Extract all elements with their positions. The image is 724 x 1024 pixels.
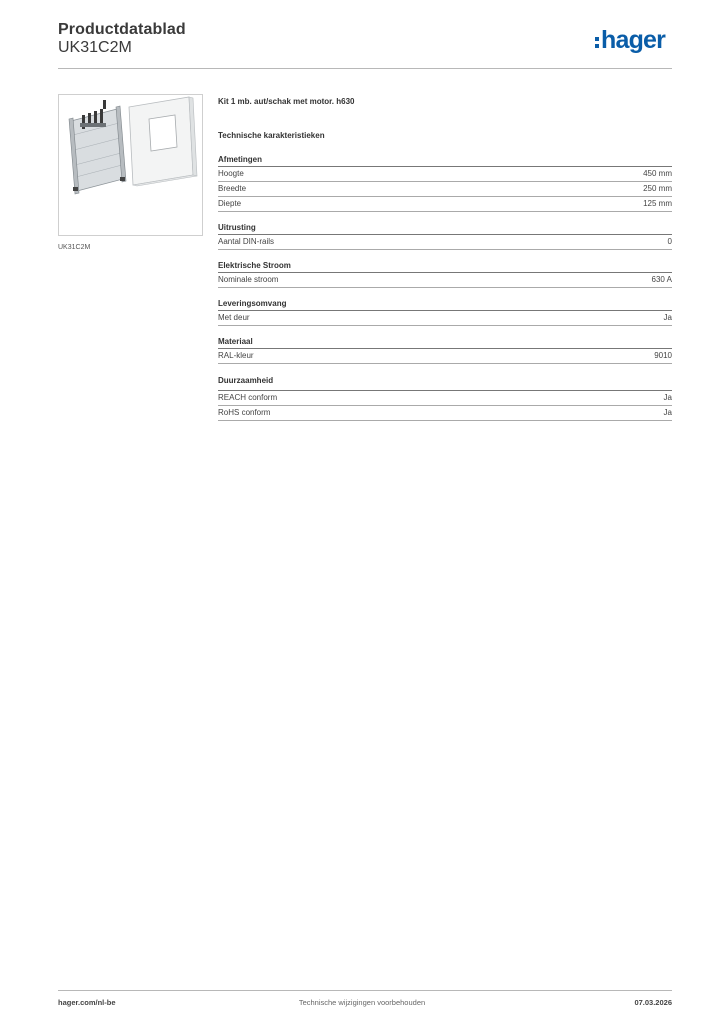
spec-value: Ja	[663, 408, 672, 417]
section-materiaal	[218, 335, 672, 364]
spec-value: 9010	[654, 351, 672, 360]
spec-label: RoHS conform	[218, 408, 271, 417]
section-title: Leveringsomvang	[218, 297, 672, 311]
spec-value: Ja	[663, 313, 672, 322]
spec-panel	[218, 97, 672, 421]
spec-row	[218, 235, 672, 250]
section-afmetingen	[218, 153, 672, 212]
spec-label: Diepte	[218, 199, 242, 208]
spec-label: Met deur	[218, 313, 250, 322]
spec-value: 125 mm	[643, 199, 672, 208]
logo-text: hager	[601, 26, 666, 54]
spec-row	[218, 391, 672, 406]
footer-date: 07.03.2026	[634, 998, 672, 1007]
section-title: Elektrische Stroom	[218, 259, 672, 273]
footer-website-link[interactable]: hager.com/nl-be	[58, 998, 116, 1007]
spec-row	[218, 311, 672, 326]
section-title: Afmetingen	[218, 153, 672, 167]
logo-colon-icon	[595, 37, 599, 48]
section-duurzaamheid	[218, 373, 672, 421]
spec-row	[218, 182, 672, 197]
image-caption: UK31C2M	[58, 244, 91, 251]
footer-divider	[58, 990, 672, 991]
product-code: UK31C2M	[58, 39, 132, 56]
spec-row	[218, 197, 672, 212]
spec-label: Breedte	[218, 184, 247, 193]
section-title: Duurzaamheid	[218, 373, 672, 391]
product-image	[58, 94, 203, 236]
spec-heading: Technische karakteristieken	[218, 131, 325, 140]
spec-value: 450 mm	[643, 169, 672, 178]
spec-row	[218, 167, 672, 182]
spec-value: Ja	[663, 393, 672, 402]
spec-value: 0	[667, 237, 672, 246]
product-illustration	[59, 95, 202, 235]
spec-value: 250 mm	[643, 184, 672, 193]
section-uitrusting	[218, 221, 672, 250]
hager-logo	[595, 28, 665, 53]
spec-label: RAL-kleur	[218, 351, 254, 360]
spec-label: REACH conform	[218, 393, 278, 402]
footer-disclaimer: Technische wijzigingen voorbehouden	[298, 998, 426, 1007]
section-title: Uitrusting	[218, 221, 672, 235]
spec-label: Nominale stroom	[218, 275, 279, 284]
section-leveringsomvang	[218, 297, 672, 326]
spec-label: Hoogte	[218, 169, 244, 178]
spec-row	[218, 349, 672, 364]
page-title: Productdatablad	[58, 21, 186, 38]
spec-value: 630 A	[651, 275, 672, 284]
spec-label: Aantal DIN-rails	[218, 237, 275, 246]
header-divider	[58, 68, 672, 69]
section-title: Materiaal	[218, 335, 672, 349]
spec-row	[218, 273, 672, 288]
product-description: Kit 1 mb. aut/schak met motor. h630	[218, 97, 355, 106]
spec-row	[218, 406, 672, 421]
section-elektrische-stroom	[218, 259, 672, 288]
